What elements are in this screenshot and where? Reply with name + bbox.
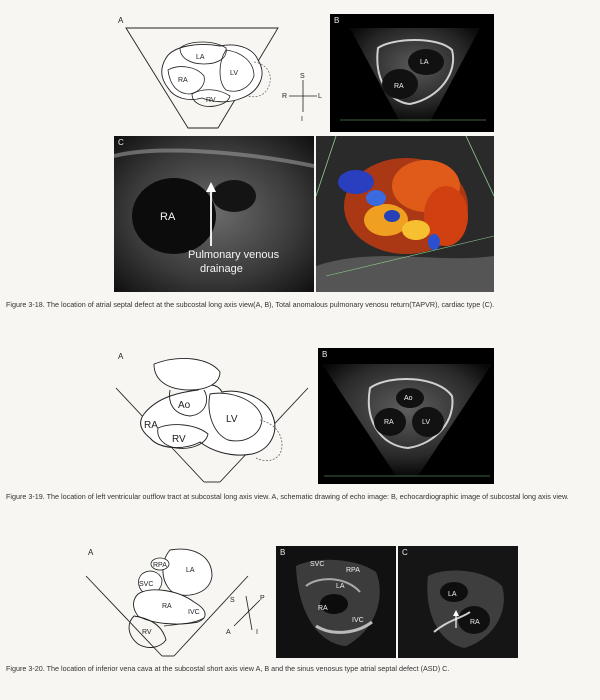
fig19-schematic (110, 354, 314, 486)
fig18-label-rv: RV (206, 97, 216, 104)
fig19-label-ra: RA (144, 420, 158, 431)
fig20-label-svc: SVC (139, 581, 154, 588)
fig18-orientation-compass (282, 70, 324, 124)
fig20-label-rpa: RPA (153, 562, 167, 569)
fig20-echo-b (276, 546, 396, 658)
fig20-echo-label-ra: RA (318, 605, 328, 612)
fig18-echo-c (114, 136, 314, 292)
figure-3-19 (0, 340, 600, 530)
fig20-label-rv: RV (142, 629, 152, 636)
fig19-label-lv: LV (226, 414, 238, 425)
fig19-echo-label-ao: Ao (404, 395, 413, 402)
fig19-echo-label-ra: RA (384, 419, 394, 426)
fig20-orientation-compass (226, 590, 270, 636)
fig18-echo-c-label-ra: RA (160, 211, 176, 223)
fig20-panel-c-letter: C (402, 548, 408, 557)
compass20-a: A (226, 629, 231, 636)
fig19-panel-a-letter: A (118, 352, 124, 361)
fig18-annotation-line1: Pulmonary venous (188, 249, 280, 261)
fig18-echo-label-ra: RA (394, 83, 404, 90)
fig20-caption: Figure 3-20. The location of inferior vena cava at the subcostal short axis view A, B and the sinus venosus type atrial septal defect (ASD) C. (6, 664, 450, 673)
fig18-echo-b (330, 14, 494, 132)
fig20-label-ra: RA (162, 603, 172, 610)
fig18-label-ra: RA (178, 77, 188, 84)
fig20-echo-c-label-la: LA (448, 591, 457, 598)
fig18-caption: Figure 3-18. The location of atrial septal defect at the subcostal long axis view(A, B), Total anomalous pulmonary venosu return(TAPVR), cardiac type (C). (6, 300, 495, 309)
fig18-panel-c-letter: C (118, 138, 124, 147)
fig20-panel-a-letter: A (88, 548, 94, 557)
fig20-panel-b-letter: B (280, 548, 286, 557)
fig20-echo-c-label-ra: RA (470, 619, 480, 626)
compass-s: S (300, 73, 305, 80)
compass-i: I (301, 116, 303, 123)
figure-3-20 (0, 536, 600, 700)
compass-l: L (318, 93, 322, 100)
fig18-echo-label-la: LA (420, 59, 429, 66)
fig19-label-rv: RV (172, 434, 186, 445)
fig20-echo-label-svc: SVC (310, 561, 325, 568)
compass-r: R (282, 93, 288, 100)
fig20-echo-label-ivc: IVC (352, 617, 364, 624)
fig18-annotation-line2: drainage (200, 263, 243, 275)
fig18-label-lv: LV (230, 70, 239, 77)
compass20-s: S (230, 597, 235, 604)
fig19-echo-b (318, 348, 494, 484)
compass20-i: I (256, 629, 258, 636)
fig20-label-la: LA (186, 567, 195, 574)
fig18-echo-doppler (316, 136, 494, 292)
fig19-label-ao: Ao (178, 400, 191, 411)
fig20-echo-c (398, 546, 518, 658)
fig19-panel-b-letter: B (322, 350, 328, 359)
fig19-caption: Figure 3-19. The location of left ventricular outflow tract at subcostal long axis view. A, schematic drawing of echo image: B, echocardiographic image of subcostal long axis view. (6, 492, 569, 501)
fig18-label-la: LA (196, 54, 205, 61)
fig18-panel-b-letter: B (334, 16, 340, 25)
fig18-panel-a-letter: A (118, 16, 124, 25)
fig20-echo-label-la: LA (336, 583, 345, 590)
fig20-label-ivc: IVC (188, 609, 200, 616)
fig18-schematic (118, 18, 288, 130)
fig20-echo-label-rpa: RPA (346, 567, 360, 574)
compass20-p: P (260, 595, 265, 602)
figure-3-18 (0, 0, 600, 330)
fig19-echo-label-lv: LV (422, 419, 431, 426)
